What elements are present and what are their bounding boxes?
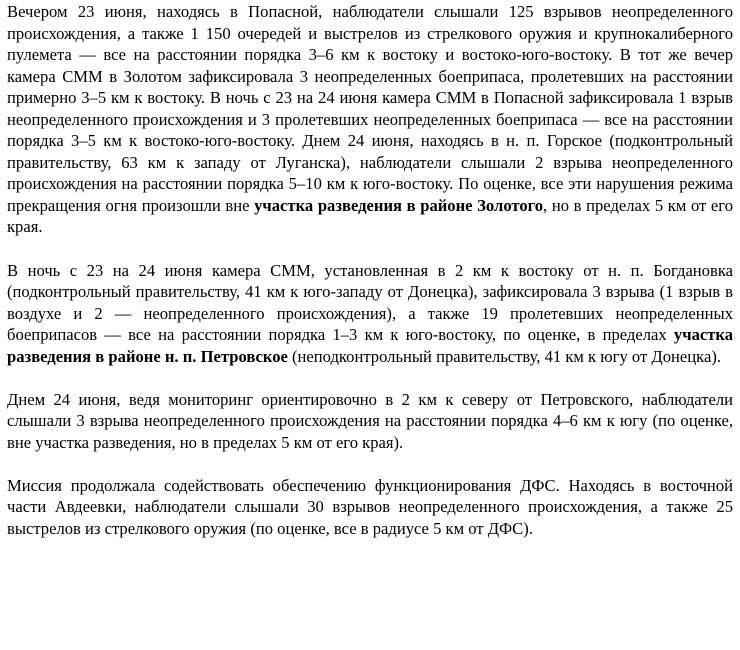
bold-phrase: участка разведения в районе н. п. Петровское <box>7 325 733 366</box>
document-body <box>7 1 733 561</box>
paragraph-text: , но в пределах 5 км от его края. <box>7 195 733 237</box>
bold-phrase: участка разведения в районе Золотого <box>254 195 544 215</box>
paragraph-text: В ночь с 23 на 24 июня камера СММ, установленная в 2 км к востоку от н. п. Богдановка (подконтрольный правительству, 41 км к юго-западу от Донецка), зафиксировала 3 взрыва (1 взрыв в воздухе и 2 — неопределенного происхождения), а также 19 пролетевших неопределенных боеприпасов — все на расстоянии порядка 1–3 км к юго-востоку, по оценке, в пределах <box>7 260 733 345</box>
paragraph-zolote-popasna <box>7 1 733 238</box>
paragraph-dfs-avdiivka <box>7 475 733 540</box>
paragraph-text: Вечером 23 июня, находясь в Попасной, наблюдатели слышали 125 взрывов неопределенного происхождения, а также 1 150 очередей и выстрелов из стрелкового оружия и крупнокалиберного пулемета — все на расстоянии порядка 3–6 км к востоку и востоко-юго-востоку. В тот же вечер камера СММ в Золотом зафиксировала 3 неопределенных боеприпаса, пролетевших на расстоянии примерно 3–5 км к востоку. В ночь с 23 на 24 июня камера СММ в Попасной зафиксировала 1 взрыв неопределенного происхождения и 3 пролетевших неопределенных боеприпаса — все на расстоянии порядка 3–5 км к востоко-юго-востоку. Днем 24 июня, находясь в н. п. Горское (подконтрольный правительству, 63 км к западу от Луганска), наблюдатели слышали 2 взрыва неопределенного происхождения на расстоянии порядка 5–10 км к юго-востоку. По оценке, все эти нарушения режима прекращения огня произошли вне <box>7 2 733 215</box>
paragraph-text: (неподконтрольный правительству, 41 км к югу от Донецка). <box>287 346 721 366</box>
paragraph-petrovske-bohdanivka <box>7 260 733 368</box>
paragraph-petrovske-monitoring <box>7 389 733 454</box>
paragraph-text: Днем 24 июня, ведя мониторинг ориентировочно в 2 км к северу от Петровского, наблюдатели слышали 3 взрыва неопределенного происхождения на расстоянии порядка 4–6 км к югу (по оценке, вне участка разведения, но в пределах 5 км от его края). <box>7 389 733 452</box>
paragraph-text: Миссия продолжала содействовать обеспечению функционирования ДФС. Находясь в восточной части Авдеевки, наблюдатели слышали 30 взрывов неопределенного происхождения, а также 25 выстрелов из стрелкового оружия (по оценке, все в радиусе 5 км от ДФС). <box>7 475 733 538</box>
